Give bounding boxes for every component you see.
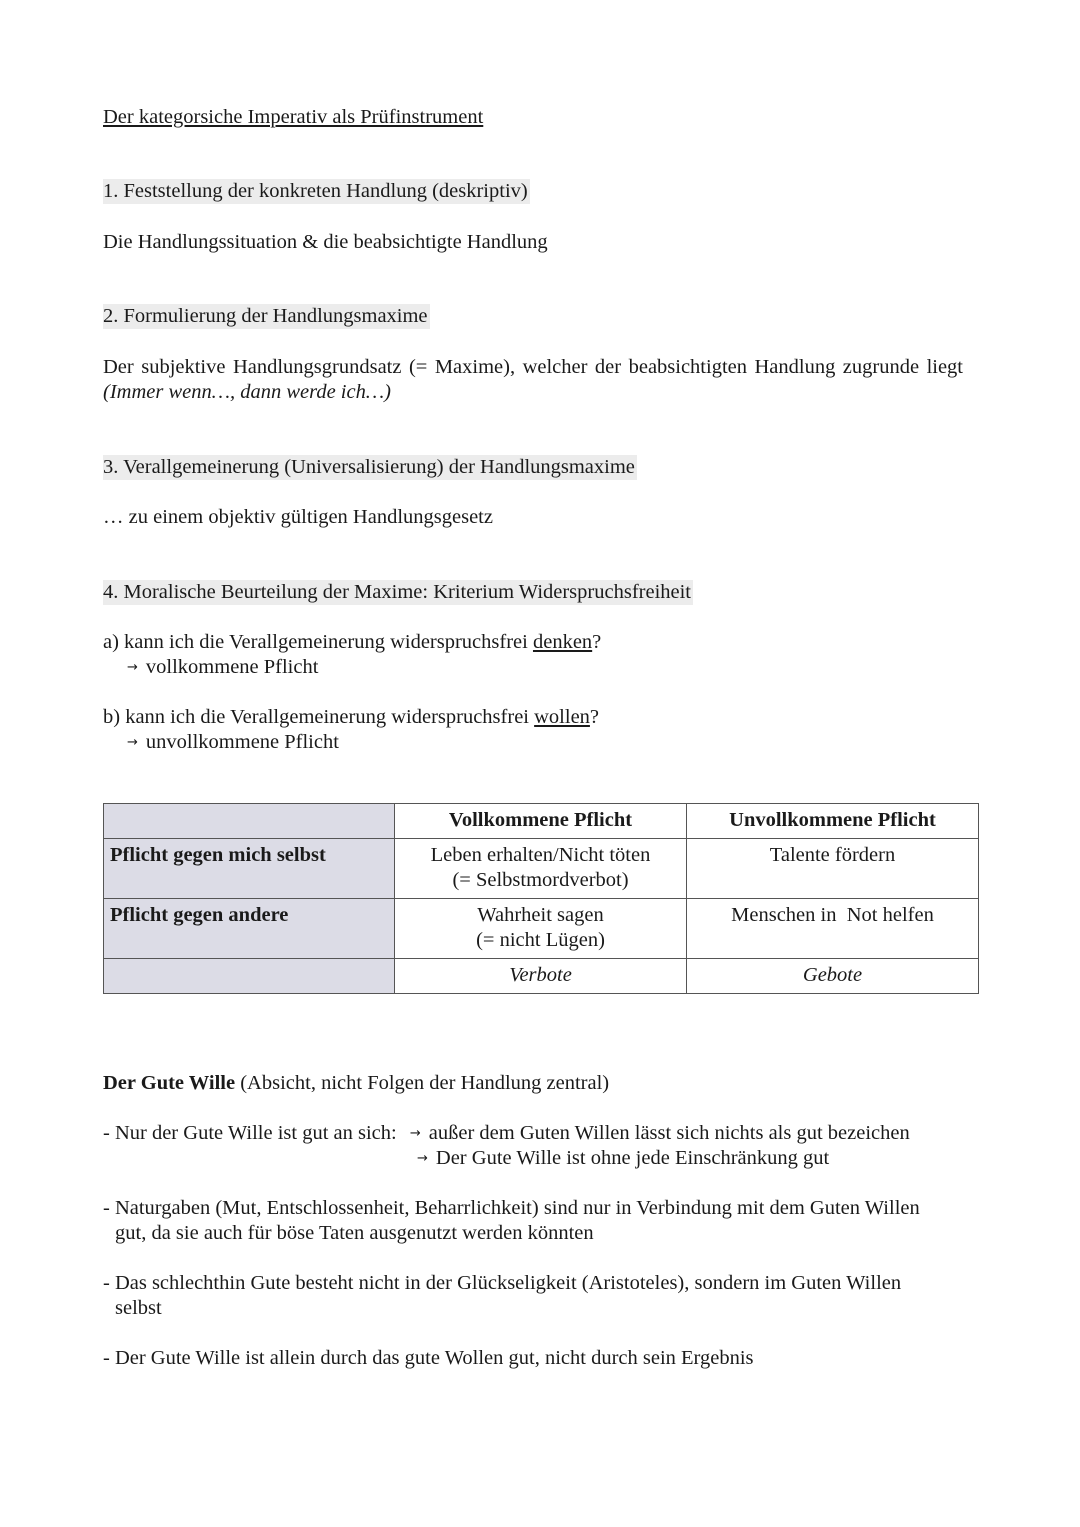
- footer-commands: Gebote: [687, 959, 979, 994]
- step-1-text: Die Handlungssituation & die beabsichtigte Handlung: [103, 231, 548, 253]
- table-corner-cell: [104, 804, 395, 839]
- arrow-right-icon: →: [417, 1151, 428, 1166]
- duty-table: [103, 803, 979, 994]
- header-perfect-duty: Vollkommene Pflicht: [395, 804, 687, 839]
- question-a: a) kann ich die Verallgemeinerung widerspruchsfrei denken?: [103, 631, 602, 653]
- step-2-heading: 2. Formulierung der Handlungsmaxime: [103, 305, 428, 327]
- cell-self-imperfect: Talente fördern: [687, 839, 979, 899]
- step-2-text: Der subjektive Handlungsgrundsatz (= Maxime), welcher der beabsichtigten Handlung zugrunde liegt (Immer wenn…, dann werde ich…): [103, 356, 963, 403]
- footer-empty-cell: [104, 959, 395, 994]
- step-3-heading: 3. Verallgemeinerung (Universalisierung) der Handlungsmaxime: [103, 456, 635, 478]
- step-3-text: … zu einem objektiv gültigen Handlungsgesetz: [103, 506, 493, 528]
- footer-prohibitions: Verbote: [395, 959, 687, 994]
- row-label-self: Pflicht gegen mich selbst: [104, 839, 395, 899]
- row-label-others: Pflicht gegen andere: [104, 899, 395, 959]
- header-imperfect-duty: Unvollkommene Pflicht: [687, 804, 979, 839]
- arrow-right-icon: →: [127, 660, 138, 675]
- cell-self-perfect: Leben erhalten/Nicht töten (= Selbstmordverbot): [395, 839, 687, 899]
- question-a-result: → vollkommene Pflicht: [127, 656, 319, 678]
- question-b-result: → unvollkommene Pflicht: [127, 731, 339, 753]
- table-row: [104, 839, 979, 899]
- arrow-right-icon: →: [409, 1126, 421, 1141]
- document-title: Der kategorsiche Imperativ als Prüfinstrument: [103, 106, 484, 128]
- good-will-item-2: - Naturgaben (Mut, Entschlossenheit, Beharrlichkeit) sind nur in Verbindung mit dem Guten Willen: [103, 1197, 920, 1219]
- step-1-heading: 1. Feststellung der konkreten Handlung (deskriptiv): [103, 180, 528, 202]
- cell-others-imperfect: Menschen in Not helfen: [687, 899, 979, 959]
- arrow-right-icon: →: [127, 735, 138, 750]
- question-b: b) kann ich die Verallgemeinerung widerspruchsfrei wollen?: [103, 706, 600, 728]
- table-row: [104, 899, 979, 959]
- good-will-item-3: - Das schlechthin Gute besteht nicht in der Glückseligkeit (Aristoteles), sondern im Guten Willen: [103, 1272, 902, 1294]
- table-header-row: [104, 804, 979, 839]
- keyword-wollen: wollen: [534, 706, 590, 728]
- good-will-heading: Der Gute Wille (Absicht, nicht Folgen der Handlung zentral): [103, 1072, 610, 1094]
- step-2-example: (Immer wenn…, dann werde ich…): [103, 381, 391, 403]
- good-will-item-1: - Nur der Gute Wille ist gut an sich: → außer dem Guten Willen lässt sich nichts als gut bezeichen: [103, 1122, 910, 1144]
- keyword-denken: denken: [532, 631, 593, 653]
- cell-others-perfect: Wahrheit sagen (= nicht Lügen): [395, 899, 687, 959]
- step-4-heading: 4. Moralische Beurteilung der Maxime: Kriterium Widerspruchsfreiheit: [103, 581, 692, 603]
- good-will-item-3-cont: selbst: [115, 1297, 162, 1319]
- good-will-item-1b: → Der Gute Wille ist ohne jede Einschränkung gut: [417, 1147, 830, 1169]
- good-will-item-4: - Der Gute Wille ist allein durch das gute Wollen gut, nicht durch sein Ergebnis: [103, 1347, 754, 1369]
- good-will-item-2-cont: gut, da sie auch für böse Taten ausgenutzt werden könnten: [115, 1222, 594, 1244]
- table-footer-row: [104, 959, 979, 994]
